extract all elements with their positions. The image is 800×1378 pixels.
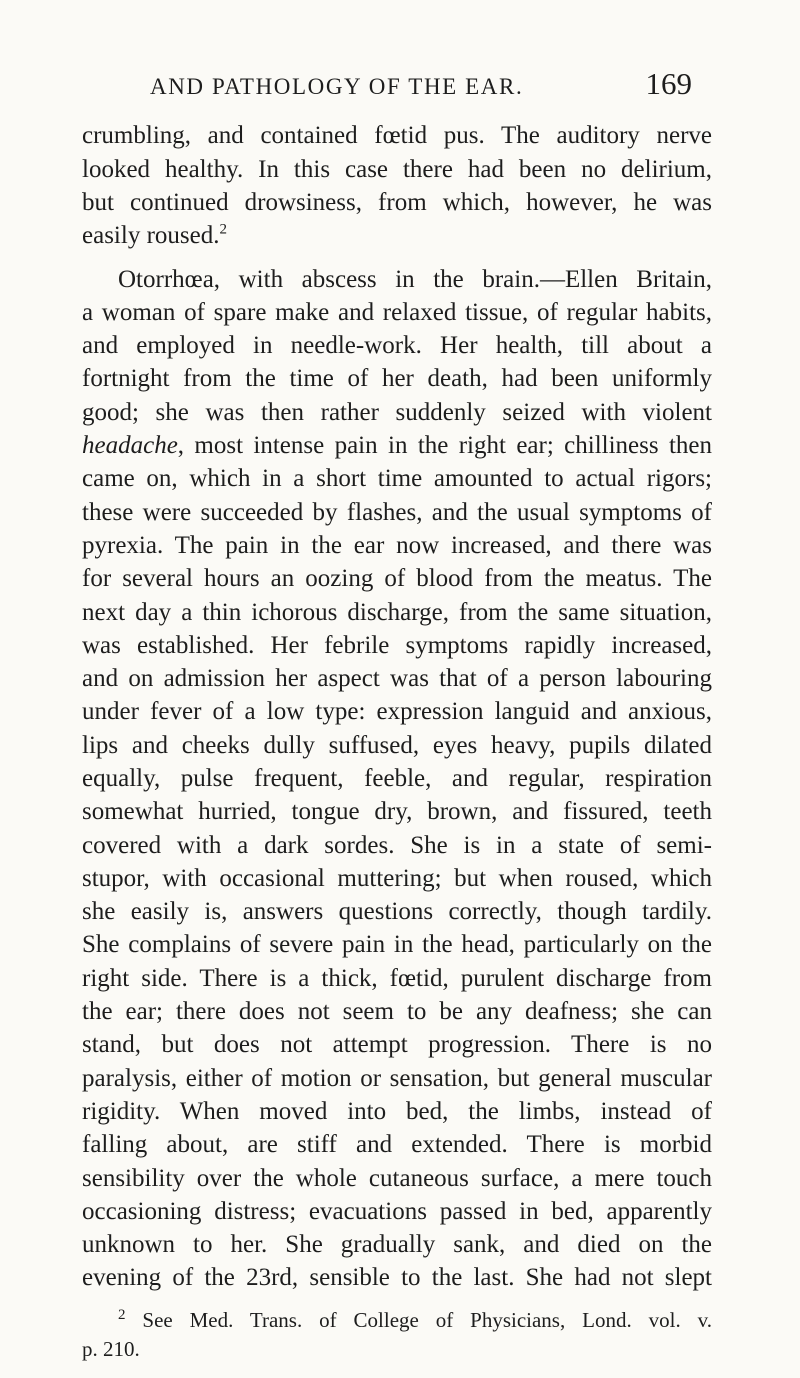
body-line-17: and on admission her aspect was that of a person labouring: [82, 665, 712, 692]
body-line-10-rest: , most intense pain in the right ear; chilliness then: [177, 432, 712, 459]
footnote-line-1: [118, 1306, 712, 1334]
body-line-20: equally, pulse frequent, feeble, and regular, respiration: [82, 765, 712, 792]
body-line-32: sensibility over the whole cutaneous surface, a mere touch: [82, 1165, 712, 1192]
body-line-8: fortnight from the time of her death, had been uniformly: [82, 365, 712, 392]
body-line-27: the ear; there does not seem to be any deafness; she can: [82, 998, 712, 1025]
page-number: 169: [645, 66, 692, 101]
body-line-21: somewhat hurried, tongue dry, brown, and fissured, teeth: [82, 798, 712, 825]
body-line-28: stand, but does not attempt progression. There is no: [82, 1031, 712, 1058]
body-line-10: [82, 430, 712, 464]
body-line-14: for several hours an oozing of blood from the meatus. The: [82, 565, 712, 592]
body-line-4: [82, 220, 712, 254]
body-line-6: a woman of spare make and relaxed tissue, of regular habits,: [82, 299, 712, 326]
body-line-22: covered with a dark sordes. She is in a state of semi-: [82, 832, 712, 859]
body-line-9: good; she was then rather suddenly seized with violent: [82, 399, 712, 426]
body-line-31: falling about, are stiff and extended. There is morbid: [82, 1131, 712, 1158]
body-line-5: Otorrhœa, with abscess in the brain.—Ellen Britain,: [118, 266, 712, 293]
body-line-33: occasioning distress; evacuations passed in bed, apparently: [82, 1198, 712, 1225]
body-line-24: she easily is, answers questions correctly, though tardily.: [82, 898, 712, 925]
body-line-18: under fever of a low type: expression languid and anxious,: [82, 698, 712, 725]
body-line-7: and employed in needle-work. Her health, till about a: [82, 332, 712, 359]
body-line-3: but continued drowsiness, from which, however, he was: [82, 189, 712, 216]
footnote-mark: 2: [118, 1307, 126, 1323]
body-line-26: right side. There is a thick, fœtid, purulent discharge from: [82, 965, 712, 992]
body-line-34: unknown to her. She gradually sank, and died on the: [82, 1231, 712, 1258]
note-reference-2: 2: [219, 221, 227, 238]
body-line-4-text: easily roused.: [82, 222, 220, 249]
body-line-16: was established. Her febrile symptoms rapidly increased,: [82, 632, 712, 659]
body-line-11: came on, which in a short time amounted to actual rigors;: [82, 465, 712, 492]
running-head: AND PATHOLOGY OF THE EAR.: [150, 74, 524, 99]
body-line-19: lips and cheeks dully suffused, eyes heavy, pupils dilated: [82, 732, 712, 759]
body-line-1: crumbling, and contained fœtid pus. The auditory nerve: [82, 122, 712, 149]
body-line-12: these were succeeded by flashes, and the usual symptoms of: [82, 499, 712, 526]
footnote-text-1: See Med. Trans. of College of Physicians, Lond. vol. v.: [125, 1308, 712, 1332]
body-line-29: paralysis, either of motion or sensation, but general muscular: [82, 1065, 712, 1092]
body-line-15: next day a thin ichorous discharge, from the same situation,: [82, 599, 712, 626]
body-line-35: evening of the 23rd, sensible to the last. She had not slept: [82, 1264, 712, 1291]
body-line-13: pyrexia. The pain in the ear now increased, and there was: [82, 532, 712, 559]
footnote-line-2: p. 210.: [82, 1337, 140, 1361]
italic-headache: headache: [82, 432, 178, 459]
body-line-25: She complains of severe pain in the head, particularly on the: [82, 931, 712, 958]
body-line-23: stupor, with occasional muttering; but when roused, which: [82, 865, 712, 892]
body-line-2: looked healthy. In this case there had been no delirium,: [82, 156, 712, 183]
body-line-30: rigidity. When moved into bed, the limbs, instead of: [82, 1098, 712, 1125]
